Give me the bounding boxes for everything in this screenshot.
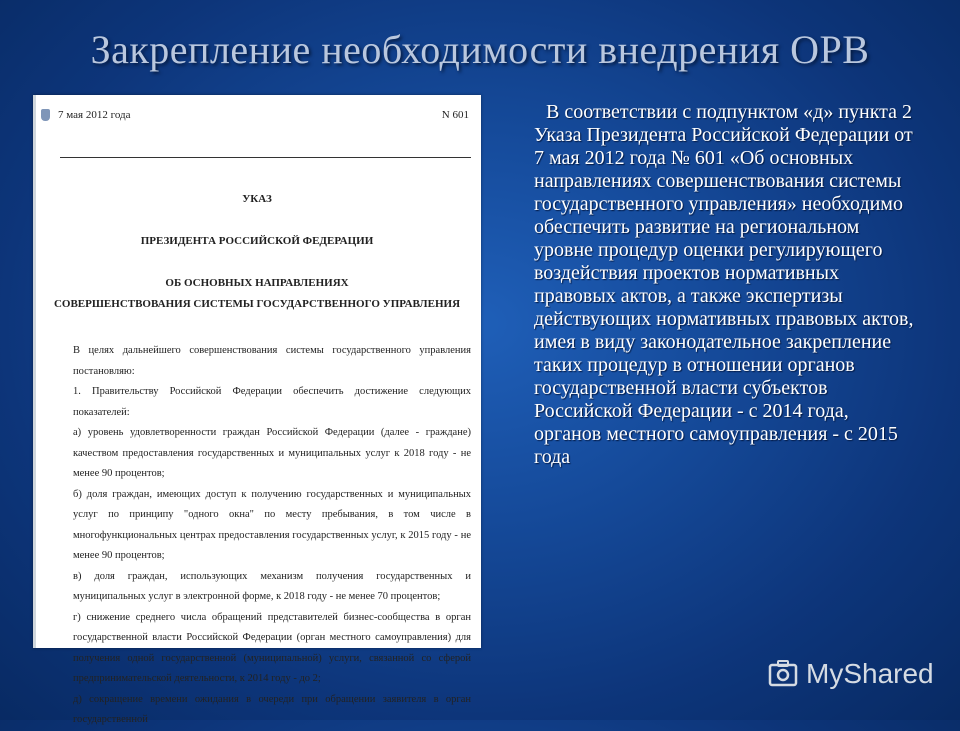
document-divider bbox=[60, 157, 471, 158]
decree-document-image bbox=[33, 95, 481, 725]
document-number: N 601 bbox=[441, 109, 469, 121]
body-paragraph: В соответствии с подпунктом «д» пункта 2 Указа Президента Российской Федерации от 7 мая 2012 года № 601 «Об основных направлениях совершенствования системы государственного управления» необходимо обеспечить развитие на региональном уровне процедур оценки регулирующего воздействия проектов нормативных правовых актов, а также экспертизы действующих нормативных правовых актов, имея в виду законодательное закрепление таких процедур в отношении органов государственной власти субъектов Российской Федерации - с 2014 года, органов местного самоуправления - с 2015 года bbox=[534, 101, 914, 468]
document-paragraph: а) уровень удовлетворенности граждан Российской Федерации (далее - граждане) качеством предоставления государственных и муниципальных услуг к 2018 году - не менее 90 процентов; bbox=[73, 427, 471, 479]
slide-body-text bbox=[534, 101, 914, 469]
document-heading-improvement: СОВЕРШЕНСТВОВАНИЯ СИСТЕМЫ ГОСУДАРСТВЕННОГО УПРАВЛЕНИЯ bbox=[53, 298, 461, 310]
watermark-text: MyShared bbox=[806, 658, 934, 689]
document-heading-directions: ОБ ОСНОВНЫХ НАПРАВЛЕНИЯХ bbox=[165, 277, 349, 289]
crest-icon bbox=[41, 109, 50, 121]
myshared-logo-icon bbox=[768, 659, 798, 689]
document-paragraph: г) снижение среднего числа обращений представителей бизнес-сообщества в орган государственной власти Российской Федерации (орган местного самоуправления) для получения одной государственной (муниципальной) услуги, связанной со сферой предпринимательской деятельности, к 2014 году - до 2; bbox=[73, 611, 471, 684]
document-heading-decree: УКАЗ bbox=[242, 193, 272, 205]
document-paragraph: б) доля граждан, имеющих доступ к получению государственных и муниципальных услуг по принципу "одного окна" по месту пребывания, в том числе в многофункциональных центрах предоставления государственных услуг, к 2015 году - не менее 90 процентов; bbox=[73, 488, 471, 561]
document-paragraph: 1. Правительству Российской Федерации обеспечить достижение следующих показателей: bbox=[73, 386, 471, 418]
watermark-logo bbox=[768, 656, 934, 692]
slide-title: Закрепление необходимости внедрения ОРВ bbox=[90, 27, 870, 72]
document-heading-president: ПРЕЗИДЕНТА РОССИЙСКОЙ ФЕДЕРАЦИИ bbox=[140, 235, 374, 247]
document-paragraph: В целях дальнейшего совершенствования системы государственного управления постановляю: bbox=[73, 345, 471, 377]
document-body bbox=[73, 341, 471, 731]
document-paragraph: в) доля граждан, использующих механизм получения государственных и муниципальных услуг в электронной форме, к 2018 году - не менее 70 процентов; bbox=[73, 570, 471, 602]
document-left-border bbox=[33, 95, 36, 648]
document-date: 7 мая 2012 года bbox=[58, 109, 131, 121]
document-paragraph: д) сокращение времени ожидания в очереди при обращении заявителя в орган государственной bbox=[73, 693, 471, 725]
